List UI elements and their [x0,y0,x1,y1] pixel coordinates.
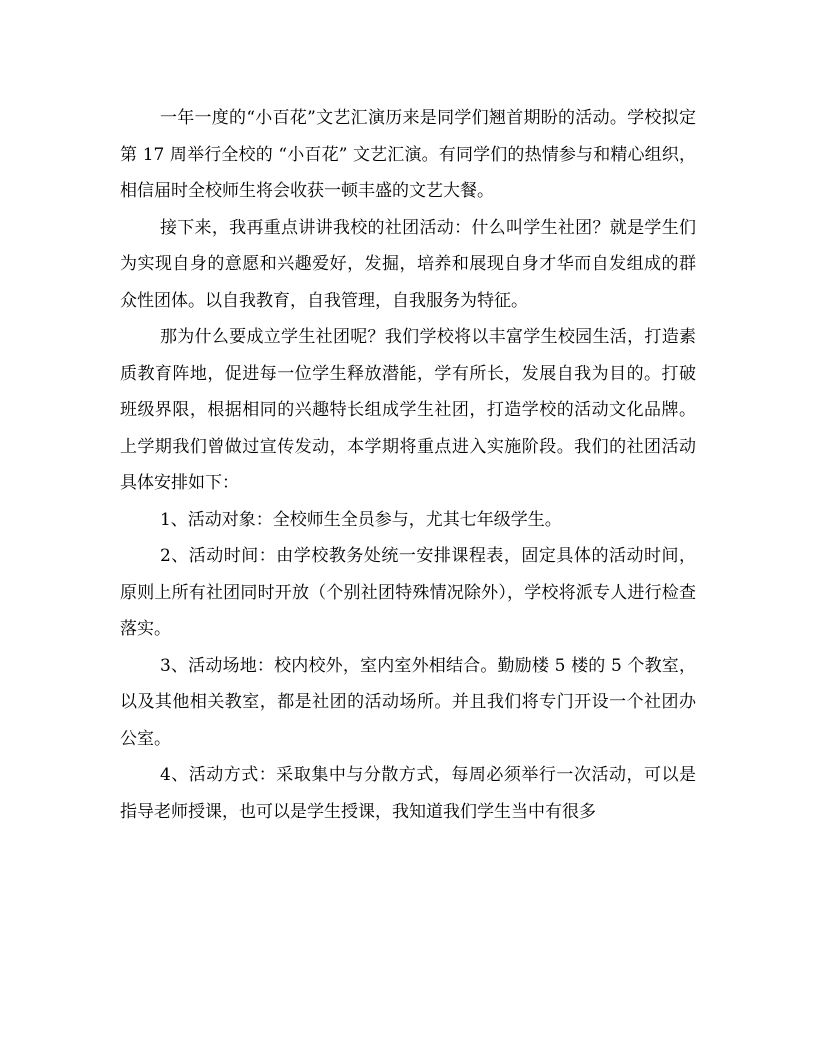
paragraph-club-purpose: 那为什么要成立学生社团呢？我们学校将以丰富学生校园生活，打造素质教育阵地，促进每一位学生释放潜能，学有所长，发展自我为目的。打破班级界限，根据相同的兴趣特长组成学生社团，打造学校的活动文化品牌。上学期我们曾做过宣传发动，本学期将重点进入实施阶段。我们的社团活动具体安排如下： [120,327,696,493]
paragraph-club-definition: 接下来，我再重点讲讲我校的社团活动：什么叫学生社团？就是学生们为实现自身的意愿和兴趣爱好，发掘，培养和展现自身才华而自发组成的群众性团体。以自我教育，自我管理，自我服务为特征。 [120,217,696,311]
document-body [120,100,696,830]
paragraph-art-festival: 一年一度的“小百花”文艺汇演历来是同学们翘首期盼的活动。学校拟定第 17 周举行全校的 “小百花” 文艺汇演。有同学们的热情参与和精心组织，相信届时全校师生将会收获一顿丰盛的文艺大餐。 [120,108,696,201]
paragraph-activity-venue: 3、活动场地：校内校外，室内室外相结合。勤励楼 5 楼的 5 个教室，以及其他相关教室，都是社团的活动场所。并且我们将专门开设一个社团办公室。 [120,655,696,749]
paragraph-activity-participants: 1、活动对象：全校师生全员参与，尤其七年级学生。 [159,509,562,530]
paragraph-activity-time: 2、活动时间：由学校教务处统一安排课程表，固定具体的活动时间，原则上所有社团同时开放（个别社团特殊情况除外），学校将派专人进行检查落实。 [120,546,696,639]
paragraph-activity-method: 4、活动方式：采取集中与分散方式，每周必须举行一次活动，可以是指导老师授课，也可以是学生授课，我知道我们学生当中有很多 [120,765,696,822]
